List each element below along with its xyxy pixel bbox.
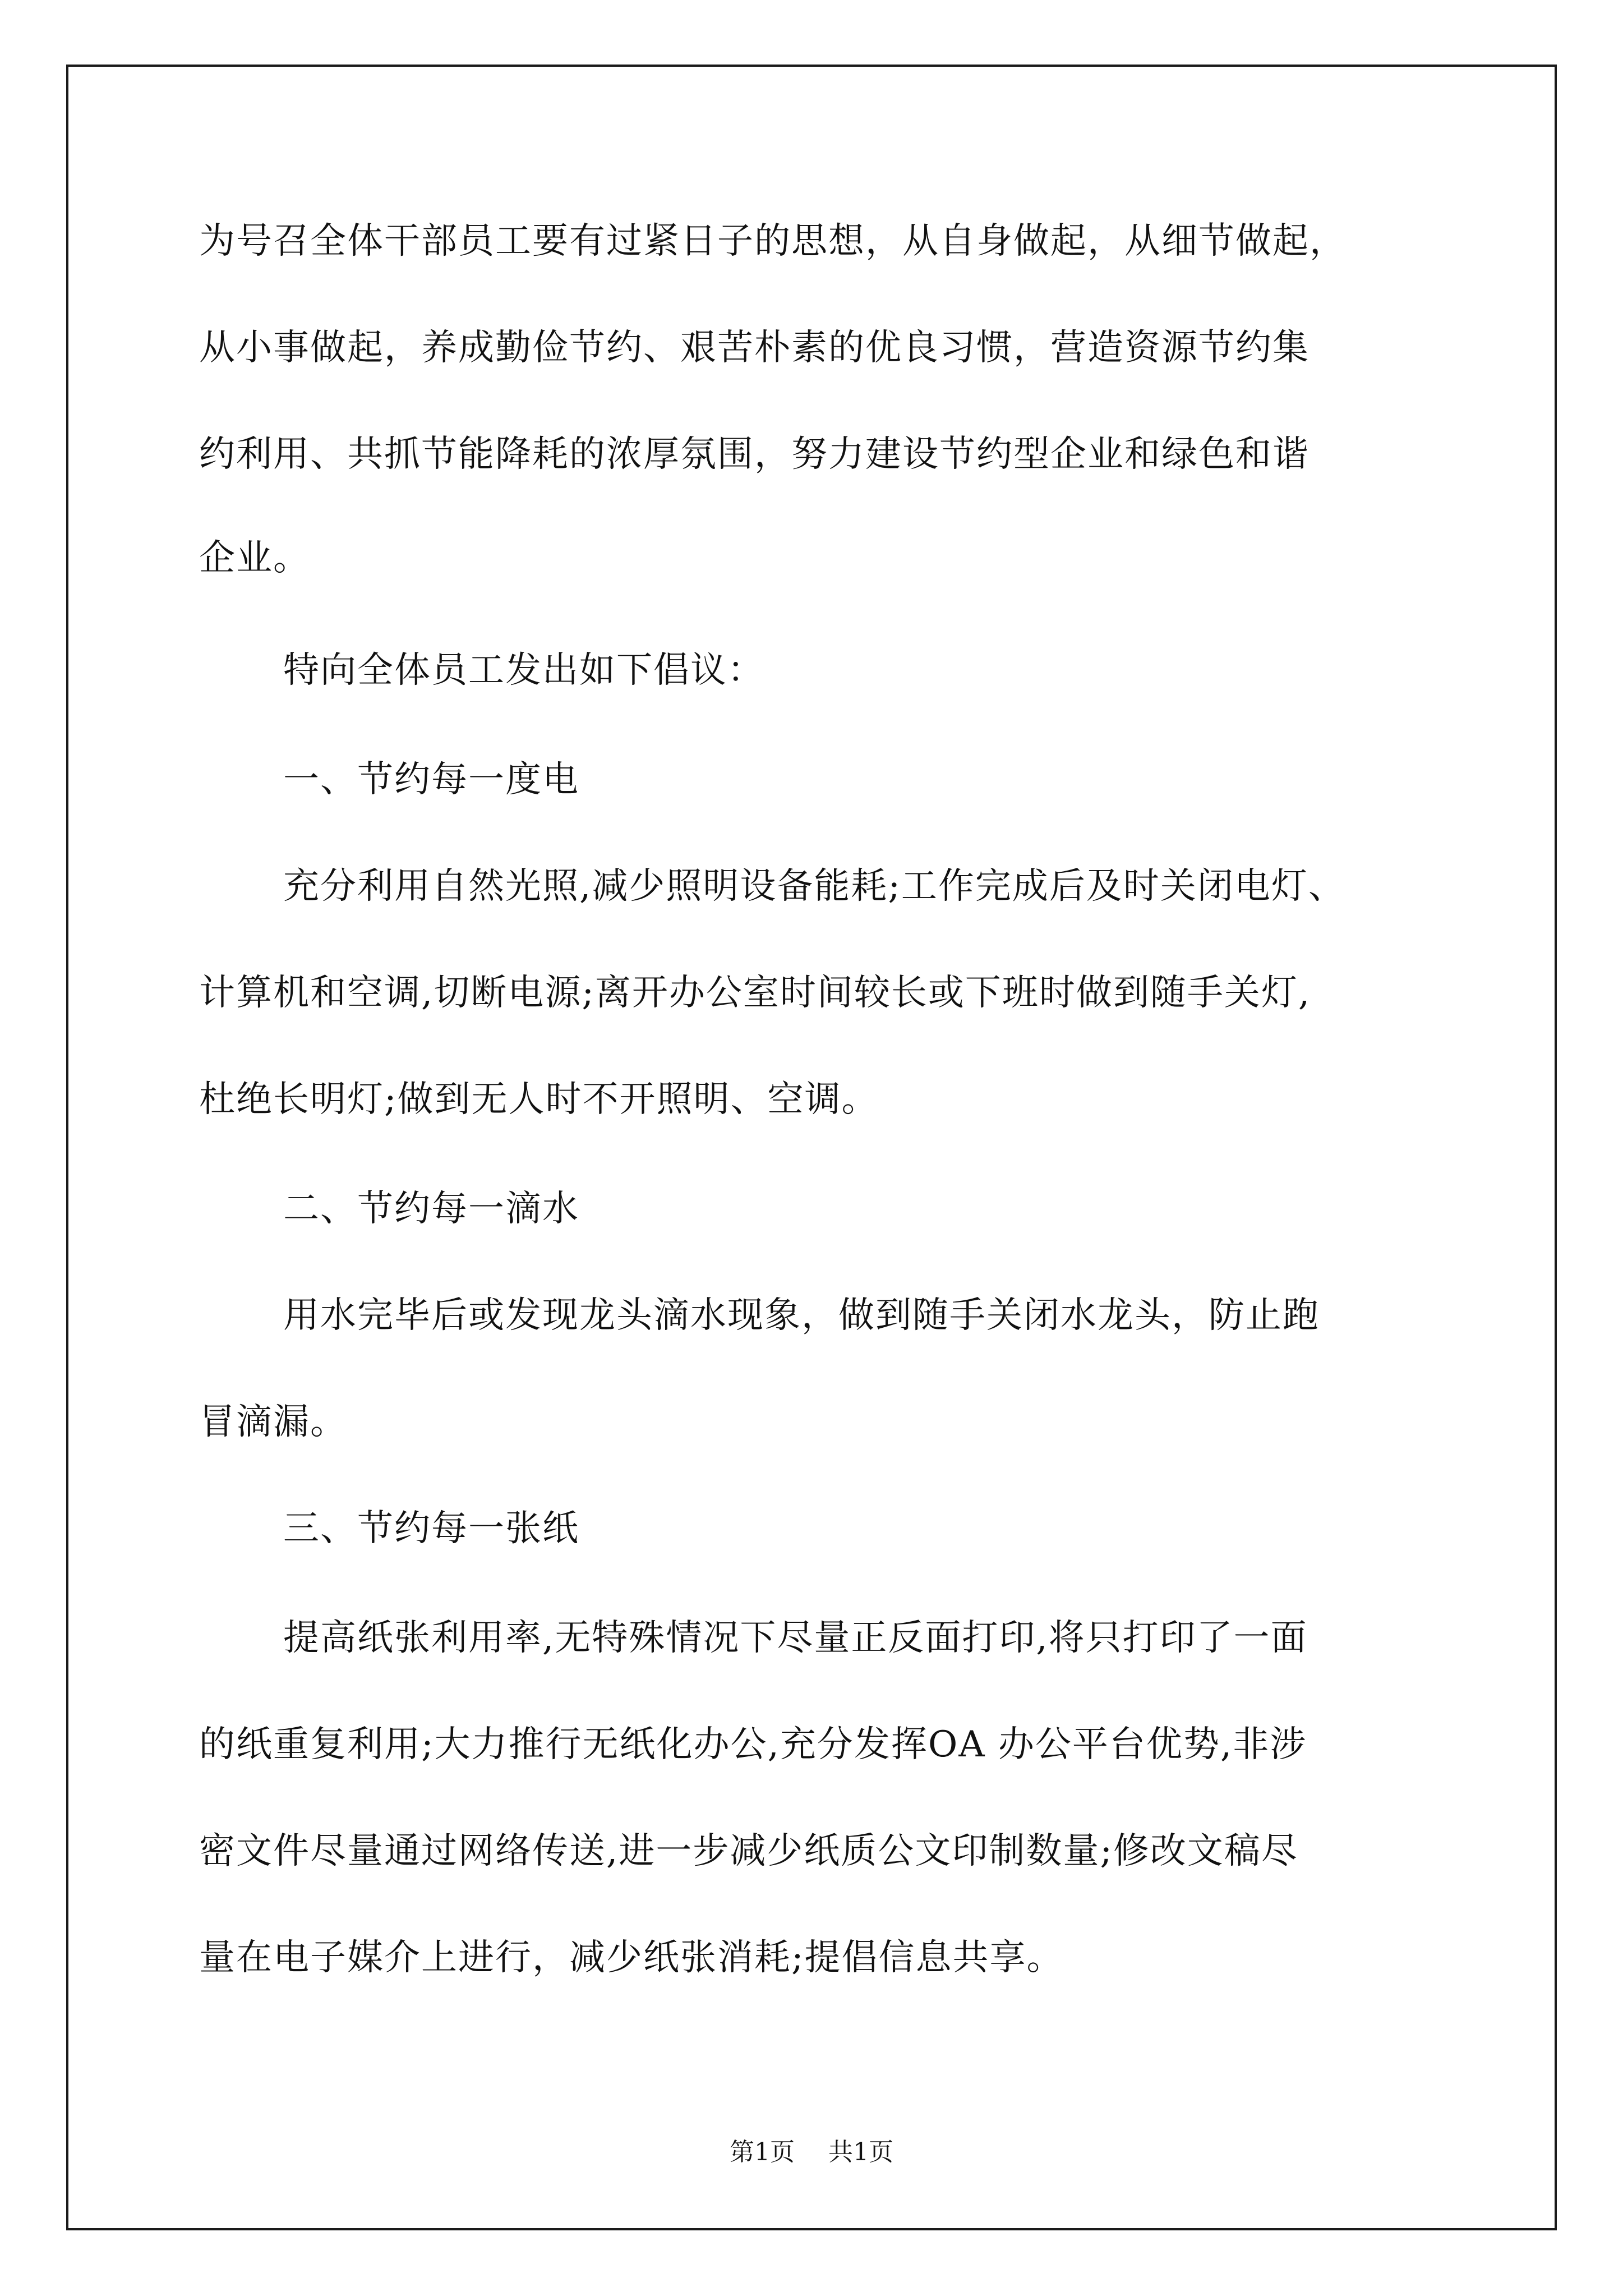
body-line: 杜绝长明灯;做到无人时不开照明、空调。 — [199, 1079, 879, 1120]
page-number: 第1页 — [730, 2138, 795, 2166]
body-line: 约利用、共抓节能降耗的浓厚氛围，努力建设节约型企业和绿色和谐 — [199, 434, 1310, 475]
section-heading: 二、节约每一滴水 — [283, 1188, 579, 1230]
body-line: 密文件尽量通过网络传送,进一步减少纸质公文印制数量;修改文稿尽 — [199, 1830, 1298, 1872]
page-footer — [0, 2136, 1623, 2169]
body-line: 用水完毕后或发现龙头滴水现象，做到随手关闭水龙头，防止跑 — [283, 1295, 1320, 1336]
body-line: 企业。 — [199, 537, 310, 579]
body-line: 从小事做起，养成勤俭节约、艰苦朴素的优良习惯，营造资源节约集 — [199, 327, 1310, 369]
body-line: 计算机和空调,切断电源;离开办公室时间较长或下班时做到随手关灯, — [199, 972, 1311, 1014]
section-heading: 一、节约每一度电 — [283, 759, 579, 800]
body-line: 的纸重复利用;大力推行无纸化办公,充分发挥OA 办公平台优势,非涉 — [199, 1724, 1307, 1765]
body-line: 特向全体员工发出如下倡议： — [283, 650, 764, 691]
body-line: 量在电子媒介上进行，减少纸张消耗;提倡信息共享。 — [199, 1937, 1064, 1978]
body-line: 提高纸张利用率,无特殊情况下尽量正反面打印,将只打印了一面 — [283, 1617, 1308, 1659]
section-heading: 三、节约每一张纸 — [283, 1508, 579, 1549]
body-line: 为号召全体干部员工要有过紧日子的思想，从自身做起，从细节做起， — [199, 220, 1347, 262]
page-total: 共1页 — [828, 2138, 893, 2166]
page-border — [66, 65, 1557, 2230]
body-line: 充分利用自然光照,减少照明设备能耗;工作完成后及时关闭电灯、 — [283, 866, 1345, 907]
body-line: 冒滴漏。 — [199, 1401, 347, 1443]
